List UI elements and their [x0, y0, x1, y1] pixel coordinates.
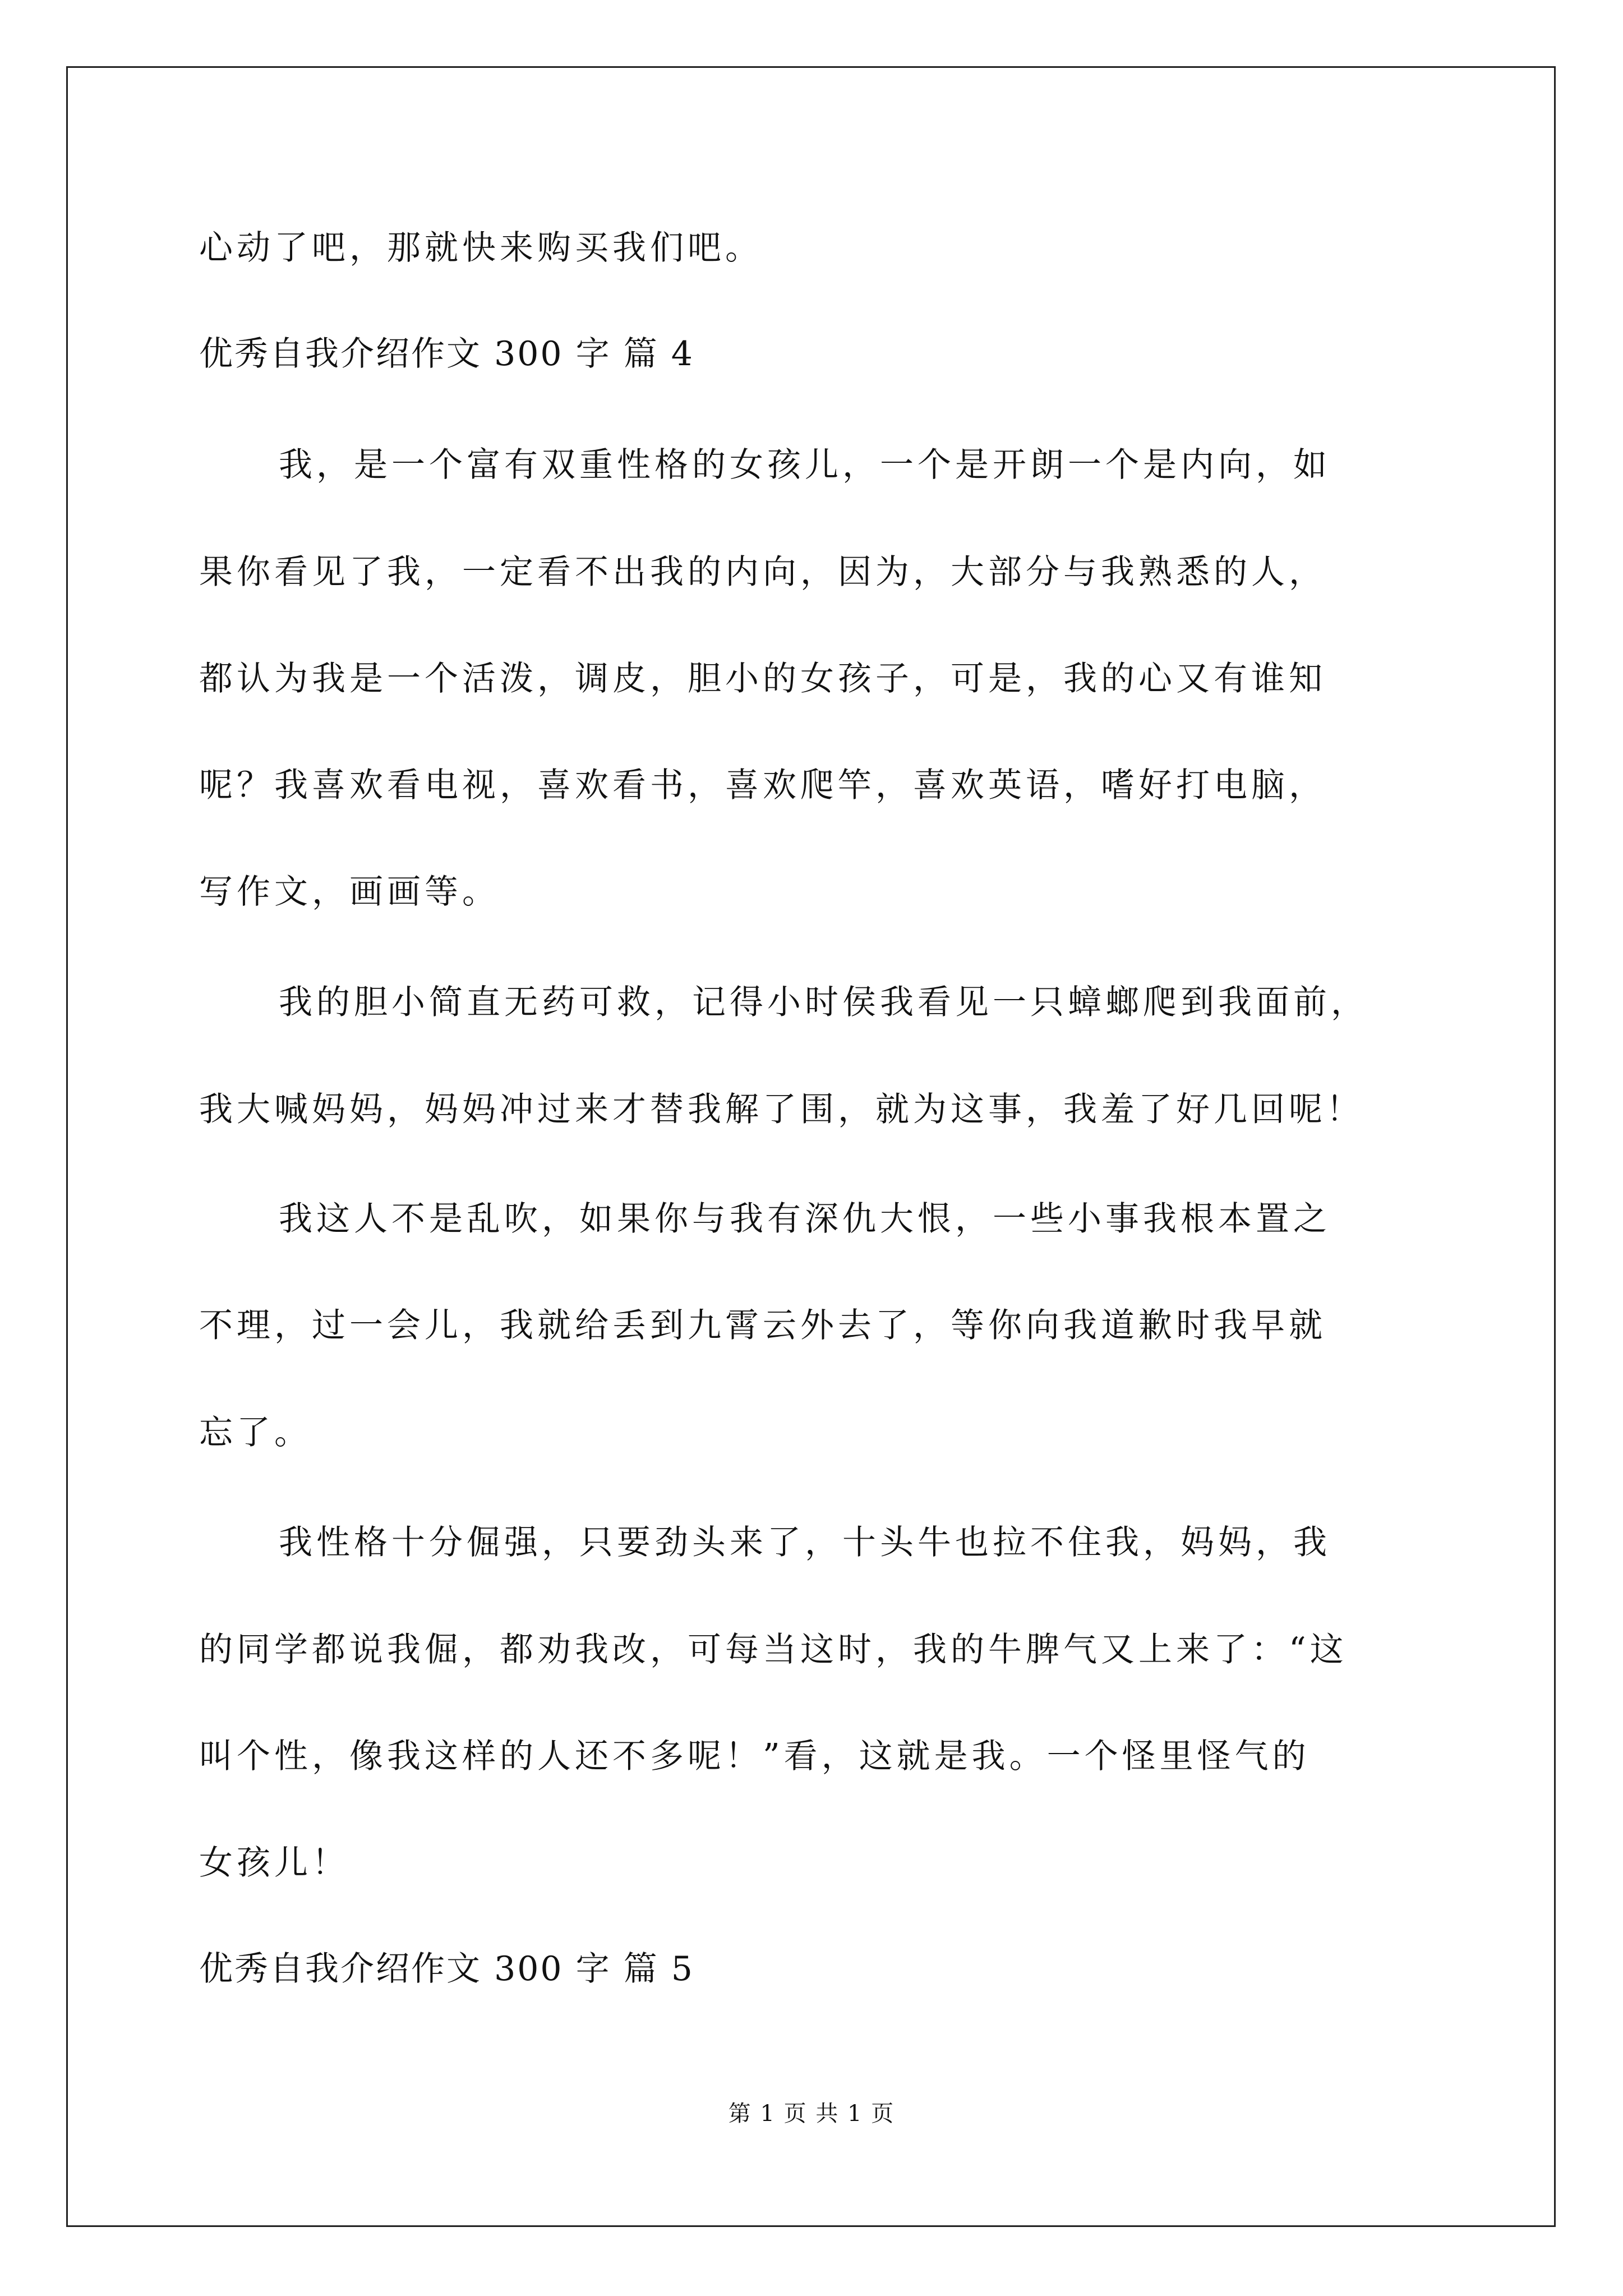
paragraph-1-line-3: 都认为我是一个活泼，调皮，胆小的女孩子，可是，我的心又有谁知 — [199, 659, 1326, 698]
paragraph-3-line-2: 不理，过一会儿，我就给丢到九霄云外去了，等你向我道歉时我早就 — [199, 1306, 1326, 1345]
paragraph-4-line-4: 女孩儿！ — [199, 1843, 349, 1883]
paragraph-3-line-1: 我这人不是乱吹，如果你与我有深仇大恨，一些小事我根本置之 — [279, 1199, 1331, 1239]
paragraph-4-line-2: 的同学都说我倔，都劝我改，可每当这时，我的牛脾气又上来了：“这 — [199, 1630, 1348, 1669]
paragraph-2-line-1: 我的胆小简直无药可救，记得小时侯我看见一只蟑螂爬到我面前， — [279, 983, 1368, 1022]
paragraph-3-line-3: 忘了。 — [199, 1413, 312, 1452]
section-4-title: 优秀自我介绍作文 300 字 篇 4 — [199, 334, 694, 374]
paragraph-1-line-1: 我，是一个富有双重性格的女孩儿，一个是开朗一个是内向，如 — [279, 445, 1331, 485]
paragraph-1-line-4: 呢？我喜欢看电视，喜欢看书，喜欢爬竿，喜欢英语，嗜好打电脑， — [199, 766, 1326, 805]
paragraph-1-line-2: 果你看见了我，一定看不出我的内向，因为，大部分与我熟悉的人， — [199, 553, 1326, 592]
section-5-title: 优秀自我介绍作文 300 字 篇 5 — [199, 1949, 694, 1989]
paragraph-1-line-5: 写作文，画画等。 — [199, 872, 500, 912]
paragraph-2-line-2: 我大喊妈妈，妈妈冲过来才替我解了围，就为这事，我羞了好几回呢！ — [199, 1090, 1364, 1129]
page-footer: 第 1 页 共 1 页 — [728, 2101, 895, 2127]
page-border — [66, 66, 1556, 2227]
paragraph-4-line-1: 我性格十分倔强，只要劲头来了，十头牛也拉不住我，妈妈，我 — [279, 1523, 1331, 1562]
intro-line: 心动了吧，那就快来购买我们吧。 — [199, 228, 763, 268]
paragraph-4-line-3: 叫个性，像我这样的人还不多呢！”看，这就是我。一个怪里怪气的 — [199, 1737, 1310, 1776]
